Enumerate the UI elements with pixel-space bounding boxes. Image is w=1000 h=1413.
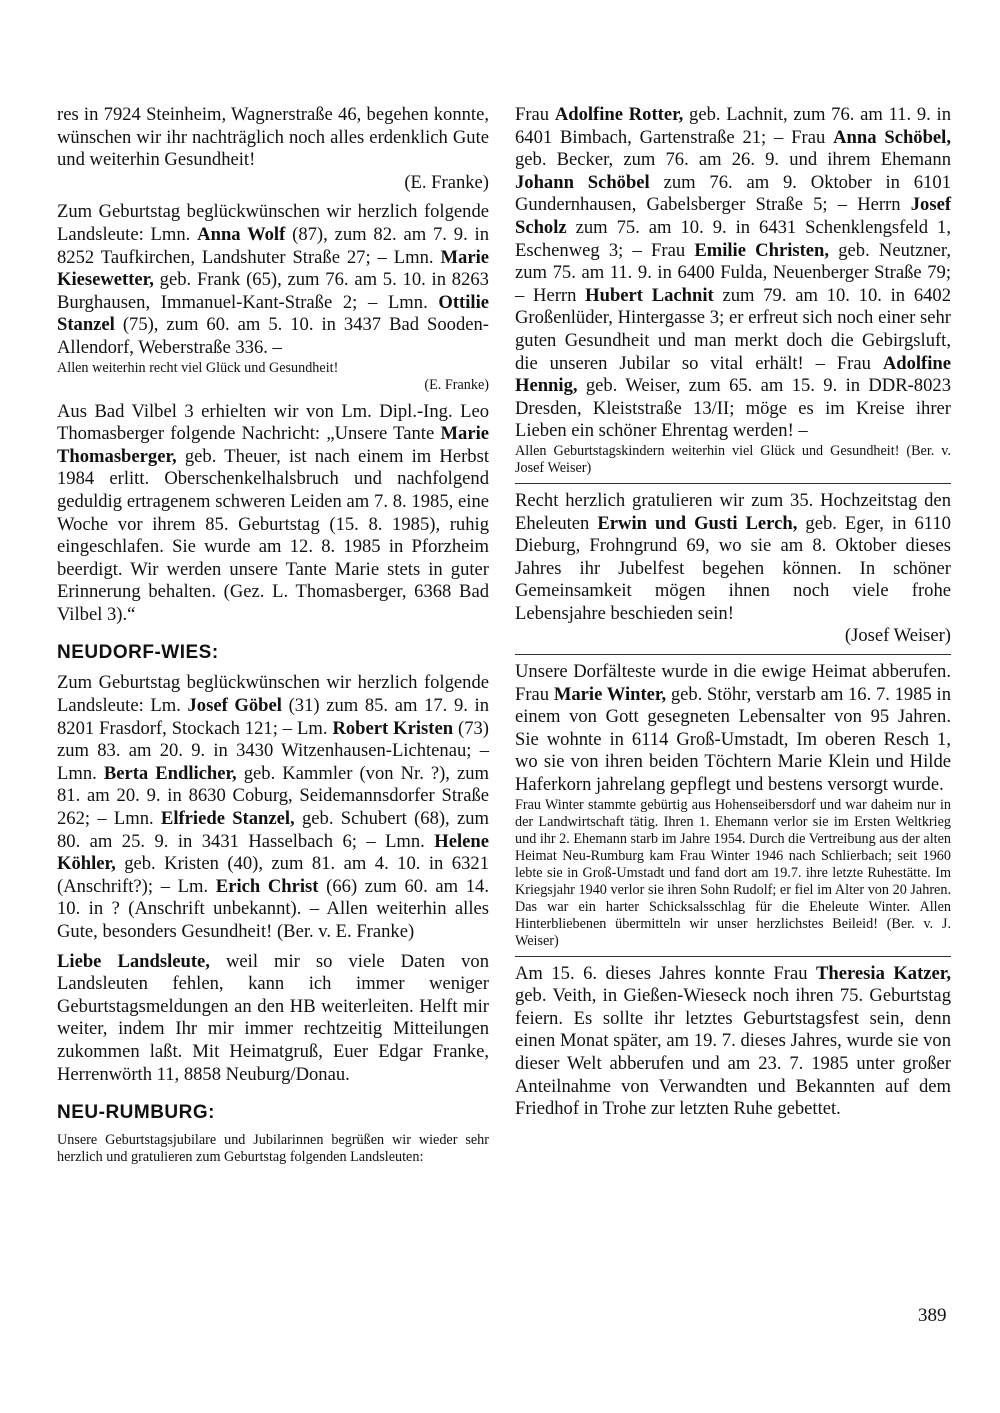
article-steinheim: res in 7924 Steinheim, Wagnerstraße 46, begehen konnte, wünschen wir ihr nachträglich noch alles erdenklich Gute und weiterhin Gesundheit! (E. Franke) [57,104,489,193]
article-neudorf-wies: Zum Geburtstag beglückwünschen wir herzlich folgende Landsleute: Lm. Josef Göbel (31) zum 85. am 17. 9. in 8201 Frasdorf, Stockach 121; – Lm. Robert Kristen (73) zum 83. am 20. 9. in 3430 Witzenhausen-Lichtenau; – Lmn. Berta Endlicher, geb. Kammler (von Nr. ?), zum 81. am 20. 9. in 8630 Coburg, Seidemannsdorfer Straße 262; – Lmn. Elfriede Stanzel, geb. Schubert (68), zum 80. am 25. 9. in 3431 Hasselbach 6; – Lmn. Helene Köhler, geb. Kristen (40), zum 81. am 4. 10. in 6321 (Anschrift?); – Lm. Erich Christ (66) zum 60. am 14. 10. in ? (Anschrift unbekannt). – Allen weiterhin alles Gute, besonders Gesundheit! (Ber. v. E. Franke) [57,672,490,942]
divider [515,956,951,957]
article-bad-vilbel: Aus Bad Vilbel 3 erhielten wir von Lm. Dipl.-Ing. Leo Thomasberger folgende Nachricht: „Unsere Tante Marie Thomasberger, geb. Theuer, ist nach einem im Herbst 1984 erlitt. Oberschenkelhalsbruch und nachfolgend geduldig ertragenem schweren Leiden am 7. 8. 1985, eine Woche vor ihrem 85. Geburtstag (15. 8. 1985), ruhig eingeschlafen. Sie wurde am 12. 8. 1985 in Pforzheim beerdigt. Wir werden unsere Tante Marie stets in guter Erinnerung behalten. (Gez. L. Thomasberger, 6368 Bad Vilbel 3).“ [57,400,490,625]
divider [515,654,951,655]
article-obituary-winter: Unsere Dorfälteste wurde in die ewige Heimat abberufen. Frau Marie Winter, geb. Stöhr, verstarb am 16. 7. 1985 in einem von Gott gesegneten Lebensalter von 95 Jahren. Sie wohnte in 6114 Groß-Umstadt, Im oberen Resch 1, wo sie von ihren beiden Töchtern Marie Klein und Hilde Haferkorn jahrelang gepflegt und bestens versorgt wurde. [515,661,951,796]
article-wishes: Allen weiterhin recht viel Glück und Gesundheit! (E. Franke) [57,359,489,393]
right-column [515,104,951,1121]
signature: (Josef Weiser) [844,625,951,647]
divider [515,483,951,484]
article-neu-rumburg-intro: Unsere Geburtstagsjubilare und Jubilarinnen begrüßen wir wieder sehr herzlich und gratulieren zum Geburtstag folgenden Landsleuten: [57,1132,489,1166]
page-number: 389 [918,1305,947,1326]
article-liebe-landsleute: Liebe Landsleute, weil mir so viele Daten von Landsleuten fehlen, kann ich immer weniger Geburtstagsmeldungen an den HB weiterleiten. Helft mir weiter, indem Ihr mir immer rechtzeitig Mitteilungen zukommen laßt. Mit Heimatgruß, Euer Edgar Franke, Herrenwörth 11, 8858 Neuburg/Donau. [57,950,489,1085]
section-heading-neu-rumburg: NEU-RUMBURG: [57,1102,215,1124]
section-heading-neudorf-wies: NEUDORF-WIES: [57,642,219,664]
article-birthdays: Zum Geburtstag beglückwünschen wir herzlich folgende Landsleute: Lmn. Anna Wolf (87), zum 82. am 7. 9. in 8252 Taufkirchen, Landshuter Straße 27; – Lmn. Marie Kiesewetter, geb. Frank (65), zum 76. am 5. 10. in 8263 Burghausen, Immanuel-Kant-Straße 2; – Lmn. Ottilie Stanzel (75), zum 60. am 5. 10. in 3437 Bad Sooden-Allendorf, Weberstraße 336. – [57,201,490,358]
article-wedding-anniversary: Recht herzlich gratulieren wir zum 35. Hochzeitstag den Eheleuten Erwin und Gusti Lerch, geb. Eger, in 6110 Dieburg, Frohngrund 69, wo sie am 8. Oktober dieses Jahres ihr Jubelfest begehen können. In schöner Gemeinsamkeit mögen ihnen noch viele frohe Lebensjahre beschieden sein! (Josef Weiser) [515,489,951,647]
article-obituary-winter-details: Frau Winter stammte gebürtig aus Hohenseibersdorf und war daheim nur in der Landwirtschaft tätig. Ihren 1. Ehemann verlor sie im Ersten Weltkrieg und ihr 2. Ehemann starb im Jahre 1954. Durch die Vertreibung aus der alten Heimat Neu-Rumburg kam Frau Winter 1946 nach Schlierbach; seit 1960 lebte sie in Groß-Umstadt und fand dort am 19.7. ihre letzte Ruhestätte. Im Kriegsjahr 1940 verlor sie ihren Sohn Rudolf; er fiel im Alter von 20 Jahren. Das war ein harter Schicksalsschlag für die Eheleute Winter. Allen Hinterbliebenen übermitteln wir unser herzlichstes Beileid! (Ber. v. J. Weiser) [515,796,951,949]
article-neu-rumburg-birthdays: Frau Adolfine Rotter, geb. Lachnit, zum 76. am 11. 9. in 6401 Bimbach, Gartenstraße 21; – Frau Anna Schöbel, geb. Becker, zum 76. am 26. 9. und ihrem Ehemann Johann Schöbel zum 76. am 9. Oktober in 6101 Gundernhausen, Gabelsberger Straße 5; – Herrn Josef Scholz zum 75. am 10. 9. in 6431 Schenklengsfeld 1, Eschenweg 3; – Frau Emilie Christen, geb. Neutzner, zum 75. am 11. 9. in 6400 Fulda, Neuenberger Straße 79; – Herrn Hubert Lachnit zum 79. am 10. 10. in 6402 Großenlüder, Hintergasse 3; er erfreut sich noch einer sehr guten Gesundheit und man merkt doch die Gebirgsluft, die unseren Jubilar so vital erhält! – Frau Adolfine Hennig, geb. Weiser, zum 65. am 15. 9. in DDR-8023 Dresden, Kleiststraße 13/II; möge es im Kreise ihrer Lieben ein schöner Ehrentag werden! – [515,104,952,442]
signature: (E. Franke) [424,376,489,393]
article-neu-rumburg-wishes: Allen Geburtstagskindern weiterhin viel Glück und Gesundheit! (Ber. v. Josef Weiser) [515,442,951,476]
article-obituary-katzer: Am 15. 6. dieses Jahres konnte Frau Theresia Katzer, geb. Veith, in Gießen-Wieseck noch ihren 75. Geburtstag feiern. Es sollte ihr letztes Geburtstagsfest sein, denn einen Monat später, am 19. 7. dieses Jahres, wurde sie von dieser Welt abberufen und am 23. 7. 1985 unter großer Anteilnahme von Verwandten und Bekannten auf dem Friedhof in Trohe zur letzten Ruhe gebettet. [515,962,951,1120]
left-column [57,104,489,1166]
signature: (E. Franke) [404,171,489,193]
